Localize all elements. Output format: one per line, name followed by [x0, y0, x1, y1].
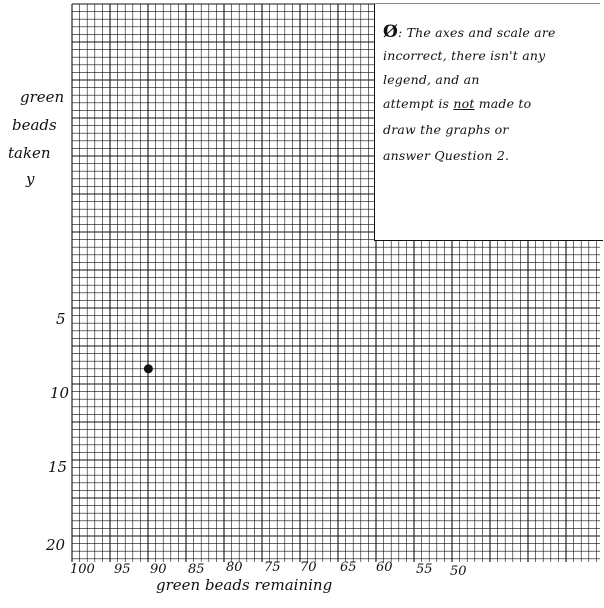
feedback-line-3: legend, and an	[383, 72, 480, 87]
x-tick-label: 85	[188, 562, 205, 577]
y-axis-label-line-3: taken	[8, 144, 51, 162]
y-axis-label-line-1: green	[20, 88, 65, 106]
x-tick-label: 80	[226, 560, 243, 575]
plot-marks	[144, 364, 153, 373]
data-point	[144, 364, 153, 373]
feedback-emphasis: not	[453, 96, 475, 111]
feedback-note-box	[374, 4, 603, 241]
feedback-line-4	[383, 96, 531, 111]
x-axis-label: green beads remaining	[156, 576, 333, 594]
x-tick-label: 60	[376, 560, 393, 575]
x-tick-label: 50	[450, 564, 467, 579]
x-tick-label: 95	[114, 562, 131, 577]
x-tick-label: 100	[70, 562, 95, 577]
x-tick-label: 65	[340, 560, 357, 575]
feedback-line-2: incorrect, there isn't any	[383, 48, 546, 63]
x-tick-label: 55	[416, 562, 433, 577]
y-tick-label: 15	[48, 458, 68, 476]
y-tick-label: 20	[46, 536, 66, 554]
x-tick-label: 70	[300, 560, 317, 575]
y-axis-label-line-4: y	[26, 170, 35, 188]
zero-score-mark: Ø	[383, 22, 399, 42]
y-tick-label: 10	[50, 384, 70, 402]
feedback-line-1	[383, 22, 556, 42]
x-tick-label: 75	[264, 560, 281, 575]
feedback-text: made to	[474, 96, 532, 111]
x-tick-label: 90	[150, 562, 167, 577]
y-axis-label-line-2: beads	[12, 116, 57, 134]
y-tick-label: 5	[56, 310, 66, 328]
feedback-text: attempt is	[383, 96, 454, 111]
feedback-text: : The axes and scale are	[398, 25, 556, 40]
feedback-line-6: answer Question 2.	[383, 148, 510, 163]
feedback-line-5: draw the graphs or	[383, 122, 509, 137]
